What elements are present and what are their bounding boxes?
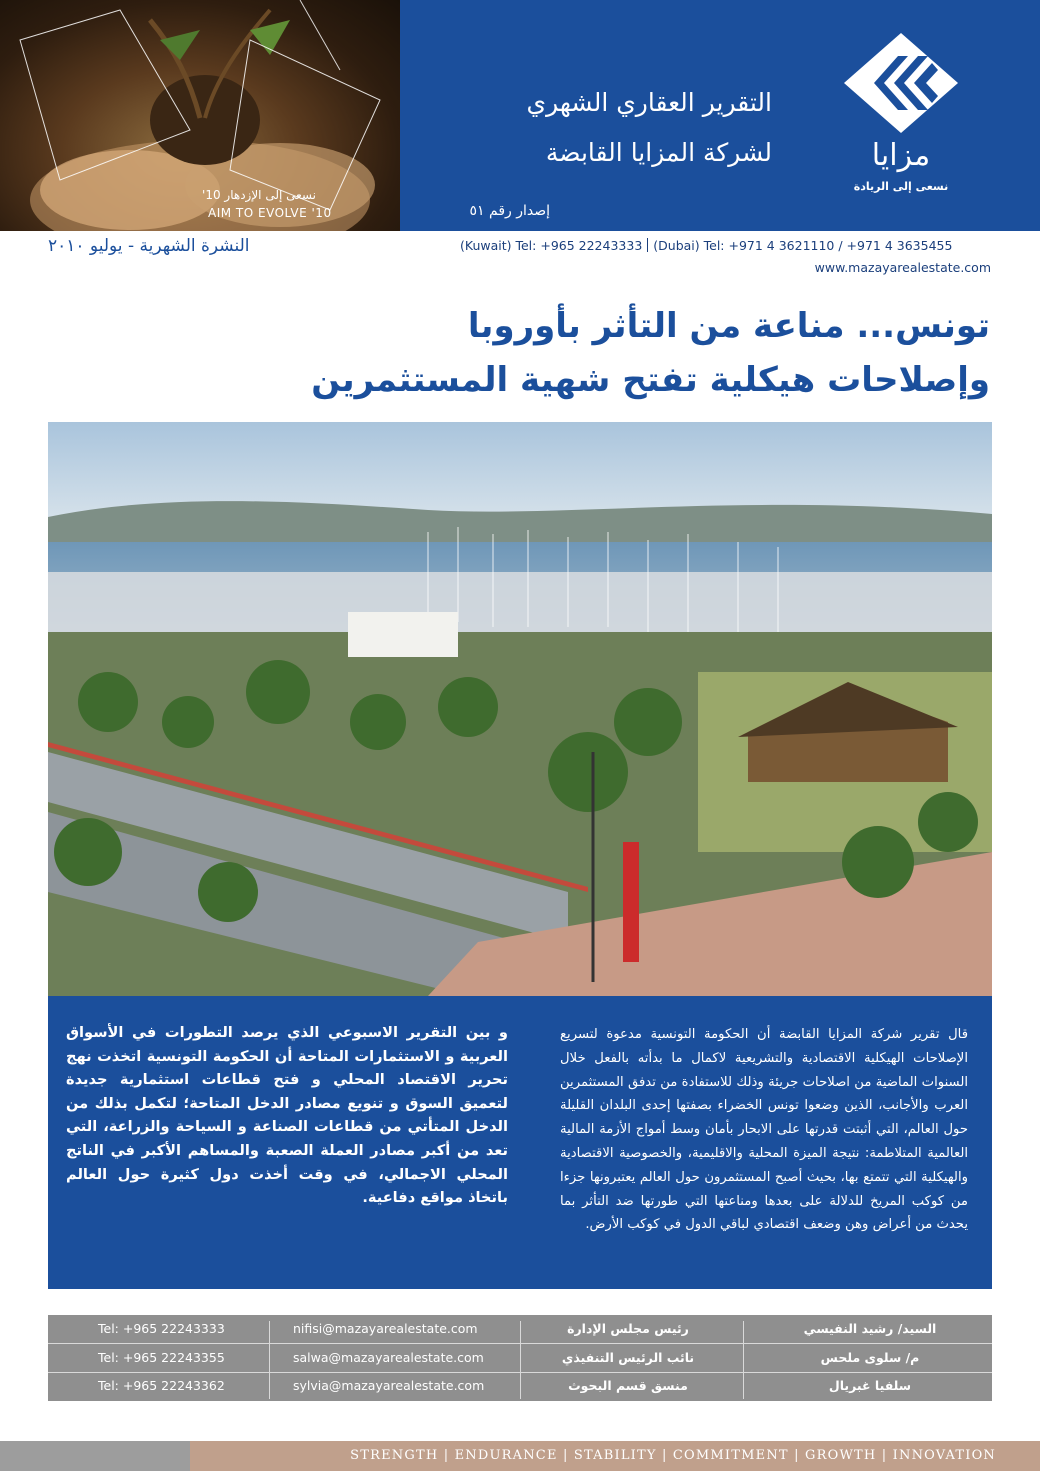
logo-tagline: نسعى إلى الريادة	[853, 180, 949, 193]
headline-line-2: وإصلاحات هيكلية تفتح شهية المستثمرين	[311, 360, 990, 400]
footer-grey-bar	[0, 1441, 190, 1471]
contact-row	[48, 1315, 992, 1344]
contacts-table	[48, 1315, 992, 1401]
tunisia-marina-photo	[48, 422, 992, 996]
logo-wordmark: مزايا	[871, 138, 931, 173]
contact-email[interactable]: nifisi@mazayarealestate.com	[293, 1321, 478, 1336]
kuwait-contact: (Kuwait) Tel: +965 22243333	[460, 238, 643, 253]
contact-email[interactable]: salwa@mazayarealestate.com	[293, 1350, 484, 1365]
company-values: STRENGTH | ENDURANCE | STABILITY | COMMITMENT | GROWTH | INNOVATION	[350, 1448, 996, 1463]
marina-scene-illustration	[48, 422, 992, 996]
logo-mark-icon	[836, 28, 966, 138]
hands-plant-illustration	[0, 0, 400, 231]
company-subtitle: لشركة المزايا القابضة	[545, 138, 772, 167]
headline-line-1: تونس... مناعة من التأثر بأوروبا	[467, 306, 990, 346]
contact-email[interactable]: sylvia@mazayarealestate.com	[293, 1378, 485, 1393]
contact-name: سلفيا غبريال	[828, 1378, 912, 1393]
hands-with-plant-image	[0, 0, 400, 231]
contact-row	[48, 1344, 992, 1373]
dubai-contact: (Dubai) Tel: +971 4 3621110 / +971 4 3635455	[653, 238, 953, 253]
contact-tel: Tel: +965 22243362	[98, 1378, 225, 1393]
article-highlight-paragraph: و بين التقرير الاسبوعي الذي يرصد التطورات في الأسواق العربية و الاستثمارات المتاحة أن الحكومة التونسية اتخذت نهج تحرير الاقتصاد المحلي و فتح قطاعات استثمارية جديدة لتعميق السوق و تنويع مصادر الدخل المتاحة؛ لتكمل بذلك من الدخل المتأتي من قطاعات الصناعة و السياحة والزراعة، التي تعد من أكبر مصادر العملة الصعبة والمساهم الأكبر في الناتج المحلي الاجمالي، في وقت أخذت دول كثيرة حول العالم باتخاذ مواقع دفاعية.	[66, 1024, 508, 1207]
issue-number: إصدار رقم ٥١	[469, 203, 550, 219]
contact-name: م/ سلوى ملحس	[820, 1350, 920, 1365]
contact-row	[48, 1372, 992, 1400]
header-contacts	[460, 238, 952, 253]
contact-divider	[647, 238, 648, 252]
contact-role: منسق قسم البحوث	[568, 1378, 688, 1393]
contact-tel: Tel: +965 22243355	[98, 1350, 225, 1365]
contact-role: نائب الرئيس التنفيذي	[561, 1350, 695, 1365]
contact-role: رئيس مجلس الإدارة	[567, 1321, 689, 1336]
website-link[interactable]: www.mazayarealestate.com	[814, 260, 991, 275]
contact-name: السيد/ رشيد النفيسي	[803, 1321, 937, 1336]
newsletter-date: النشرة الشهرية - يوليو ٢٠١٠	[48, 236, 250, 256]
slogan-english: AIM TO EVOLVE '10	[208, 206, 332, 220]
report-title: التقرير العقاري الشهري	[526, 88, 772, 117]
article-intro-paragraph: قال تقرير شركة المزايا القابضة أن الحكومة التونسية مدعوة لتسريع الإصلاحات الهيكلية الاقتصادية والتشريعية لاكمال ما بدأته بالفعل خلال السنوات الماضية من اصلاحات جريئة وذلك للاستفادة من تدفق المستثمرين العرب والأجانب، الذين وضعوا تونس الخضراء بصفتها إحدى البلدان القليلة حول العالم، التي أثبتت قدرتها على الابحار بأمان وسط أمواج الأزمة المالية العالمية المتلاطمة: نتيجة الميزة المحلية والاقليمية، والخصوصية الاقتصادية والهيكلية التي تتمتع بها، بحيث أصبح المستثمرون حول العالم يعتبرونها جزءا من كوكب المريخ للدلالة على بعدها ومناعتها التي طورتها ضد التأثر بما يحدث من أعراض وهن وضعف اقتصادي لباقي الدول في كوكب الأرض.	[560, 1027, 968, 1233]
slogan-arabic: نسعى إلى الإزدهار 10'	[202, 188, 316, 202]
contact-tel: Tel: +965 22243333	[98, 1321, 225, 1336]
